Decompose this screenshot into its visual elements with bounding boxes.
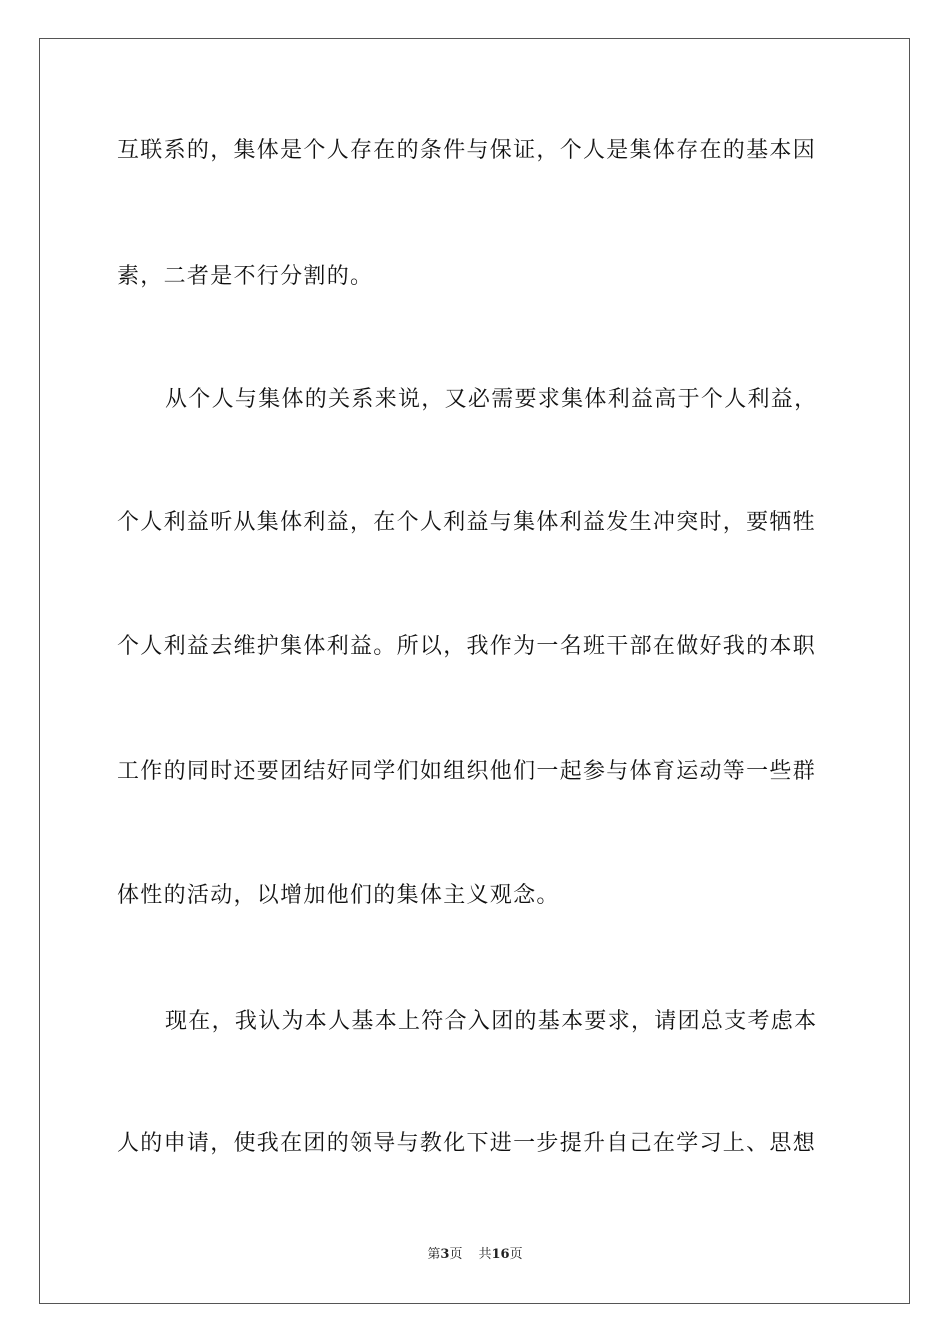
- paragraph-2-line-2: 个人利益听从集体利益，在个人利益与集体利益发生冲突时，要牺牲: [117, 510, 817, 535]
- page-current: 3: [440, 1247, 450, 1262]
- page-frame: [39, 38, 910, 1304]
- page-footer: [0, 1245, 950, 1265]
- paragraph-3-line-2: 人的申请，使我在团的领导与教化下进一步提升自己在学习上、思想: [117, 1131, 817, 1156]
- paragraph-2-line-5: 体性的活动，以增加他们的集体主义观念。: [117, 883, 560, 908]
- body-line-1: 互联系的，集体是个人存在的条件与保证，个人是集体存在的基本因: [117, 138, 817, 163]
- page-prefix: 第: [427, 1247, 441, 1262]
- paragraph-3-line-1: 现在，我认为本人基本上符合入团的基本要求，请团总支考虑本: [165, 1009, 818, 1034]
- total-prefix: 共: [478, 1247, 492, 1262]
- paragraph-2-line-4: 工作的同时还要团结好同学们如组织他们一起参与体育运动等一些群: [117, 759, 817, 784]
- total-suffix: 页: [509, 1247, 523, 1262]
- body-line-2: 素，二者是不行分割的。: [117, 264, 374, 289]
- paragraph-2-line-3: 个人利益去维护集体利益。所以，我作为一名班干部在做好我的本职: [117, 634, 817, 659]
- page-total: 16: [491, 1247, 510, 1262]
- page-suffix: 页: [449, 1247, 463, 1262]
- paragraph-2-line-1: 从个人与集体的关系来说，又必需要求集体利益高于个人利益，: [165, 387, 818, 412]
